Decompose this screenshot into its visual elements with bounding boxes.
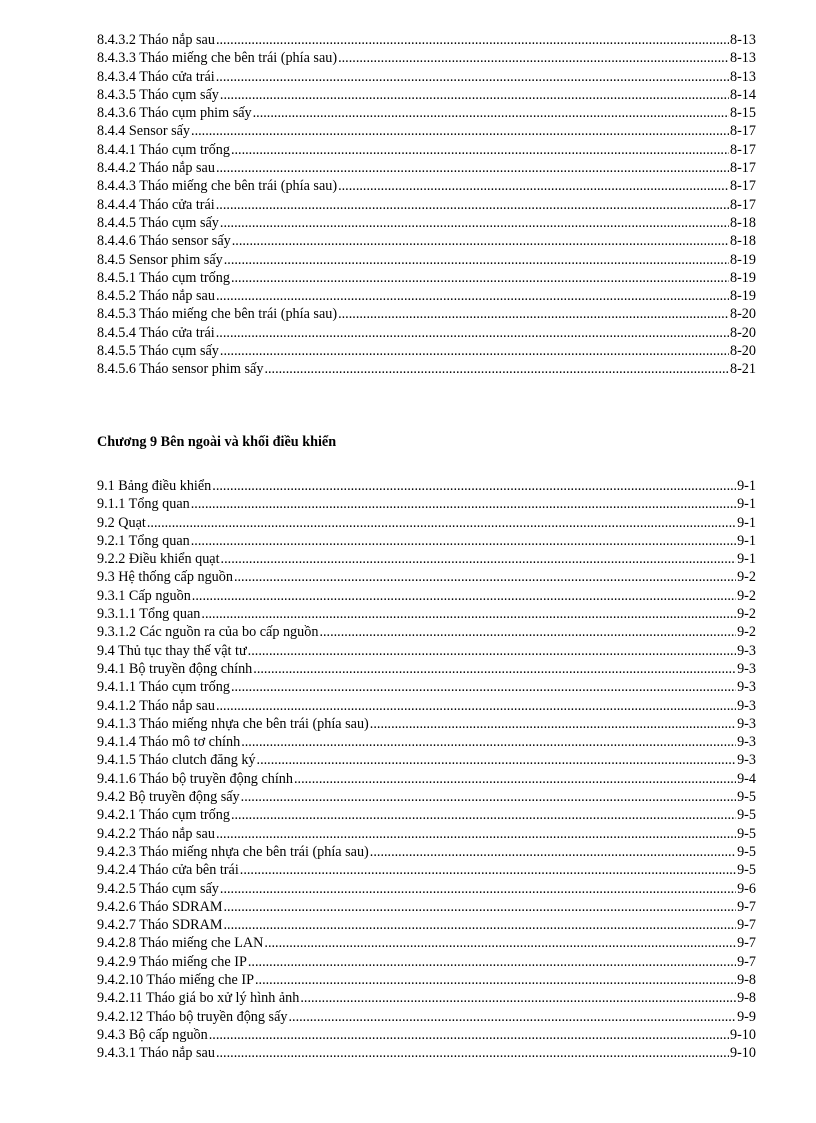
toc-leader-dots (253, 660, 736, 678)
toc-entry-label: 8.4.5.4 Tháo cửa trái (97, 324, 215, 341)
toc-entry-label: 9.4 Thủ tục thay thế vật tư (97, 642, 247, 659)
toc-entry-page: 9-4 (737, 770, 756, 787)
toc-entry-page: 9-3 (737, 697, 756, 714)
toc-leader-dots (220, 342, 729, 360)
toc-entry-page: 9-5 (737, 862, 756, 879)
toc-entry[interactable] (97, 1026, 756, 1044)
toc-leader-dots (264, 934, 736, 952)
toc-leader-dots (224, 251, 729, 269)
toc-entry-label: 9.4.1.1 Tháo cụm trống (97, 679, 230, 696)
toc-entry[interactable] (97, 1044, 756, 1062)
toc-entry-label: 8.4.4.5 Tháo cụm sấy (97, 214, 219, 231)
toc-entry-label: 9.3 Hệ thống cấp nguồn (97, 569, 233, 586)
toc-entry-page: 8-15 (729, 105, 756, 122)
toc-entry[interactable] (97, 269, 756, 287)
toc-entry-label: 9.4.2.6 Tháo SDRAM (97, 898, 223, 915)
toc-entry[interactable] (97, 861, 756, 879)
toc-entry-label: 9.4.3 Bộ cấp nguồn (97, 1026, 208, 1043)
toc-leader-dots (294, 770, 736, 788)
toc-entry-page: 9-1 (737, 496, 756, 513)
toc-entry-label: 9.4.2.7 Tháo SDRAM (97, 917, 223, 934)
toc-entry[interactable] (97, 751, 756, 769)
toc-leader-dots (288, 1008, 736, 1026)
toc-entry-page: 9-3 (737, 660, 756, 677)
toc-leader-dots (240, 861, 736, 879)
toc-leader-dots (253, 104, 729, 122)
toc-entry-page: 9-1 (737, 551, 756, 568)
toc-leader-dots (338, 305, 729, 323)
toc-leader-dots (147, 514, 736, 532)
toc-entry-page: 8-20 (729, 324, 756, 341)
toc-entry-label: 9.4.1.3 Tháo miếng nhựa che bên trái (phía sau) (97, 715, 369, 732)
toc-entry[interactable] (97, 880, 756, 898)
toc-entry[interactable] (97, 68, 756, 86)
toc-entry[interactable] (97, 788, 756, 806)
toc-entry-page: 8-14 (729, 86, 756, 103)
toc-entry-page: 8-17 (729, 160, 756, 177)
toc-leader-dots (216, 697, 736, 715)
toc-leader-dots (216, 287, 729, 305)
toc-entry-label: 8.4.3.5 Tháo cụm sấy (97, 86, 219, 103)
toc-leader-dots (223, 898, 736, 916)
toc-entry[interactable] (97, 971, 756, 989)
toc-entry-page: 9-5 (737, 789, 756, 806)
toc-leader-dots (220, 214, 729, 232)
toc-entry[interactable] (97, 825, 756, 843)
toc-leader-dots (216, 1044, 729, 1062)
toc-leader-dots (191, 495, 736, 513)
toc-leader-dots (216, 31, 729, 49)
toc-entry-label: 8.4.4.4 Tháo cửa trái (97, 196, 215, 213)
toc-entry-label: 8.4.3.2 Tháo nắp sau (97, 32, 215, 48)
toc-leader-dots (231, 269, 729, 287)
toc-leader-dots (216, 825, 736, 843)
toc-entry-page: 9-2 (737, 624, 756, 641)
toc-entry-page: 8-13 (729, 68, 756, 85)
toc-entry-page: 8-21 (729, 361, 756, 378)
toc-entry[interactable] (97, 623, 756, 641)
toc-entry-label: 9.4.2.11 Tháo giá bo xử lý hình ảnh (97, 990, 300, 1007)
toc-entry-label: 8.4.4.2 Tháo nắp sau (97, 160, 215, 177)
toc-entry-page: 9-9 (737, 1008, 756, 1025)
toc-entry-page: 9-1 (737, 478, 756, 494)
toc-entry-page: 9-3 (737, 752, 756, 769)
toc-entry[interactable] (97, 733, 756, 751)
toc-entry-label: 9.4.2.9 Tháo miếng che IP (97, 953, 247, 970)
toc-entry-label: 9.2 Quạt (97, 514, 146, 531)
toc-leader-dots (231, 806, 736, 824)
toc-entry-label: 8.4.3.3 Tháo miếng che bên trái (phía sau) (97, 50, 338, 67)
toc-entry[interactable] (97, 342, 756, 360)
toc-entry-page: 9-5 (737, 843, 756, 860)
toc-entry-label: 8.4.5 Sensor phim sấy (97, 251, 223, 268)
toc-entry-page: 8-20 (729, 343, 756, 360)
toc-entry-label: 9.3.1 Cấp nguồn (97, 587, 191, 604)
toc-leader-dots (223, 916, 736, 934)
toc-entry-page: 9-10 (729, 1026, 756, 1043)
toc-entry-page: 9-7 (737, 917, 756, 934)
toc-entry-page: 9-1 (737, 532, 756, 549)
toc-entry-label: 9.4.2 Bộ truyền động sấy (97, 789, 240, 806)
toc-leader-dots (216, 196, 729, 214)
toc-entry[interactable] (97, 49, 756, 67)
toc-entry-label: 9.3.1.1 Tổng quan (97, 606, 201, 623)
toc-entry-page: 9-7 (737, 953, 756, 970)
toc-leader-dots (212, 477, 736, 495)
toc-entry-page: 9-5 (737, 825, 756, 842)
toc-entry[interactable] (97, 587, 756, 605)
toc-entry-page: 8-17 (729, 196, 756, 213)
toc-entry-label: 8.4.3.6 Tháo cụm phim sấy (97, 105, 252, 122)
toc-entry[interactable] (97, 196, 756, 214)
toc-leader-dots (370, 843, 736, 861)
toc-entry-page: 8-19 (729, 251, 756, 268)
toc-entry[interactable] (97, 360, 756, 378)
toc-leader-dots (300, 989, 736, 1007)
toc-entry-label: 9.1.1 Tổng quan (97, 496, 190, 513)
toc-entry-page: 9-2 (737, 569, 756, 586)
toc-entry[interactable] (97, 660, 756, 678)
toc-entry-label: 8.4.5.5 Tháo cụm sấy (97, 343, 219, 360)
toc-entry[interactable] (97, 305, 756, 323)
toc-entry[interactable] (97, 715, 756, 733)
toc-leader-dots (216, 68, 729, 86)
toc-entry-page: 9-3 (737, 715, 756, 732)
toc-leader-dots (192, 587, 736, 605)
toc-entry-page: 9-2 (737, 606, 756, 623)
toc-entry-label: 9.4.1.6 Tháo bộ truyền động chính (97, 770, 293, 787)
toc-entry-label: 8.4.3.4 Tháo cửa trái (97, 68, 215, 85)
toc-entry[interactable] (97, 1008, 756, 1026)
toc-entry[interactable] (97, 678, 756, 696)
toc-entry[interactable] (97, 159, 756, 177)
toc-entry[interactable] (97, 514, 756, 532)
toc-entry[interactable] (97, 104, 756, 122)
toc-leader-dots (201, 605, 736, 623)
toc-entry-label: 9.4.3.1 Tháo nắp sau (97, 1045, 215, 1062)
toc-entry[interactable] (97, 532, 756, 550)
toc-leader-dots (231, 678, 736, 696)
toc-entry[interactable] (97, 843, 756, 861)
toc-entry[interactable] (97, 605, 756, 623)
toc-entry[interactable] (97, 141, 756, 159)
toc-entry[interactable] (97, 550, 756, 568)
toc-entry-label: 8.4.5.1 Tháo cụm trống (97, 269, 230, 286)
toc-entry[interactable] (97, 287, 756, 305)
toc-entry[interactable] (97, 122, 756, 140)
toc-entry[interactable] (97, 568, 756, 586)
toc-entry[interactable] (97, 177, 756, 195)
toc-entry-page: 9-3 (737, 679, 756, 696)
toc-entry-page: 8-13 (729, 50, 756, 67)
toc-leader-dots (216, 324, 729, 342)
toc-entry[interactable] (97, 989, 756, 1007)
toc-leader-dots (338, 177, 729, 195)
toc-entry-label: 9.4.2.10 Tháo miếng che IP (97, 972, 254, 989)
toc-entry-page: 9-7 (737, 898, 756, 915)
toc-entry-label: 8.4.4.6 Tháo sensor sấy (97, 233, 231, 250)
toc-leader-dots (257, 751, 737, 769)
toc-leader-dots (255, 971, 736, 989)
toc-entry-page: 8-17 (729, 178, 756, 195)
toc-entry-label: 8.4.5.2 Tháo nắp sau (97, 288, 215, 305)
toc-entry-label: 9.4.2.8 Tháo miếng che LAN (97, 935, 264, 952)
toc-entry-label: 8.4.4 Sensor sấy (97, 123, 191, 140)
toc-leader-dots (241, 788, 736, 806)
toc-entry[interactable] (97, 642, 756, 660)
toc-entry[interactable] (97, 898, 756, 916)
toc-entry-page: 9-3 (737, 642, 756, 659)
toc-leader-dots (216, 159, 729, 177)
toc-leader-dots (338, 49, 729, 67)
toc-entry[interactable] (97, 697, 756, 715)
toc-leader-dots (319, 623, 736, 641)
toc-entry[interactable] (97, 916, 756, 934)
toc-leader-dots (248, 642, 736, 660)
toc-entry-page: 9-7 (737, 935, 756, 952)
toc-entry[interactable] (97, 324, 756, 342)
toc-entry[interactable] (97, 477, 756, 495)
toc-entry-page: 8-20 (729, 306, 756, 323)
toc-entry-page: 8-17 (729, 141, 756, 158)
toc-entry[interactable] (97, 86, 756, 104)
toc-entry-page: 8-13 (729, 32, 756, 48)
toc-entry-page: 8-18 (729, 233, 756, 250)
chapter-heading: Chương 9 Bên ngoài và khối điều khiển (97, 434, 337, 450)
toc-entry-page: 9-2 (737, 587, 756, 604)
toc-entry-label: 8.4.5.3 Tháo miếng che bên trái (phía sau) (97, 306, 338, 323)
toc-entry[interactable] (97, 806, 756, 824)
toc-entry-label: 9.3.1.2 Các nguồn ra của bo cấp nguồn (97, 624, 319, 641)
toc-leader-dots (370, 715, 736, 733)
toc-entry[interactable] (97, 953, 756, 971)
toc-entry-page: 8-19 (729, 288, 756, 305)
toc-section-chapter-8 (97, 31, 756, 379)
toc-leader-dots (209, 1026, 729, 1044)
toc-entry-label: 9.4.1.5 Tháo clutch đăng ký (97, 752, 256, 769)
toc-entry-label: 9.4.2.5 Tháo cụm sấy (97, 880, 219, 897)
toc-entry[interactable] (97, 770, 756, 788)
toc-leader-dots (221, 550, 737, 568)
toc-leader-dots (232, 232, 729, 250)
toc-entry-label: 9.4.2.1 Tháo cụm trống (97, 807, 230, 824)
toc-entry-page: 9-6 (737, 880, 756, 897)
toc-entry-label: 9.4.1.4 Tháo mô tơ chính (97, 734, 241, 751)
toc-entry-label: 8.4.4.3 Tháo miếng che bên trái (phía sau) (97, 178, 338, 195)
toc-entry-label: 9.2.2 Điều khiển quạt (97, 551, 220, 568)
toc-leader-dots (264, 360, 729, 378)
toc-entry[interactable] (97, 495, 756, 513)
toc-entry-page: 9-8 (737, 990, 756, 1007)
toc-entry-label: 9.4.2.2 Tháo nắp sau (97, 825, 215, 842)
toc-entry-page: 9-8 (737, 972, 756, 989)
toc-entry-label: 9.4.2.12 Tháo bộ truyền động sấy (97, 1008, 288, 1025)
toc-entry-label: 9.4.1.2 Tháo nắp sau (97, 697, 215, 714)
toc-entry[interactable] (97, 31, 756, 49)
toc-entry-label: 9.4.2.4 Tháo cửa bên trái (97, 862, 239, 879)
toc-leader-dots (191, 122, 729, 140)
toc-entry[interactable] (97, 232, 756, 250)
toc-entry-page: 9-3 (737, 734, 756, 751)
toc-leader-dots (241, 733, 736, 751)
toc-entry[interactable] (97, 251, 756, 269)
toc-entry-page: 8-18 (729, 214, 756, 231)
toc-entry[interactable] (97, 214, 756, 232)
toc-section-chapter-9 (97, 477, 756, 1063)
toc-leader-dots (234, 568, 736, 586)
toc-leader-dots (191, 532, 736, 550)
toc-entry-page: 8-19 (729, 269, 756, 286)
toc-leader-dots (220, 880, 736, 898)
toc-entry-page: 9-5 (737, 807, 756, 824)
toc-entry-label: 9.4.2.3 Tháo miếng nhựa che bên trái (phía sau) (97, 843, 369, 860)
toc-leader-dots (220, 86, 729, 104)
toc-entry-page: 8-17 (729, 123, 756, 140)
toc-entry-label: 8.4.5.6 Tháo sensor phim sấy (97, 361, 264, 378)
toc-leader-dots (231, 141, 729, 159)
toc-entry-label: 8.4.4.1 Tháo cụm trống (97, 141, 230, 158)
toc-entry-label: 9.4.1 Bộ truyền động chính (97, 660, 253, 677)
toc-entry-label: 9.2.1 Tổng quan (97, 532, 190, 549)
toc-entry-page: 9-10 (729, 1045, 756, 1062)
toc-entry-label: 9.1 Bảng điều khiển (97, 478, 212, 494)
toc-leader-dots (248, 953, 736, 971)
toc-entry-page: 9-1 (737, 514, 756, 531)
toc-entry[interactable] (97, 934, 756, 952)
